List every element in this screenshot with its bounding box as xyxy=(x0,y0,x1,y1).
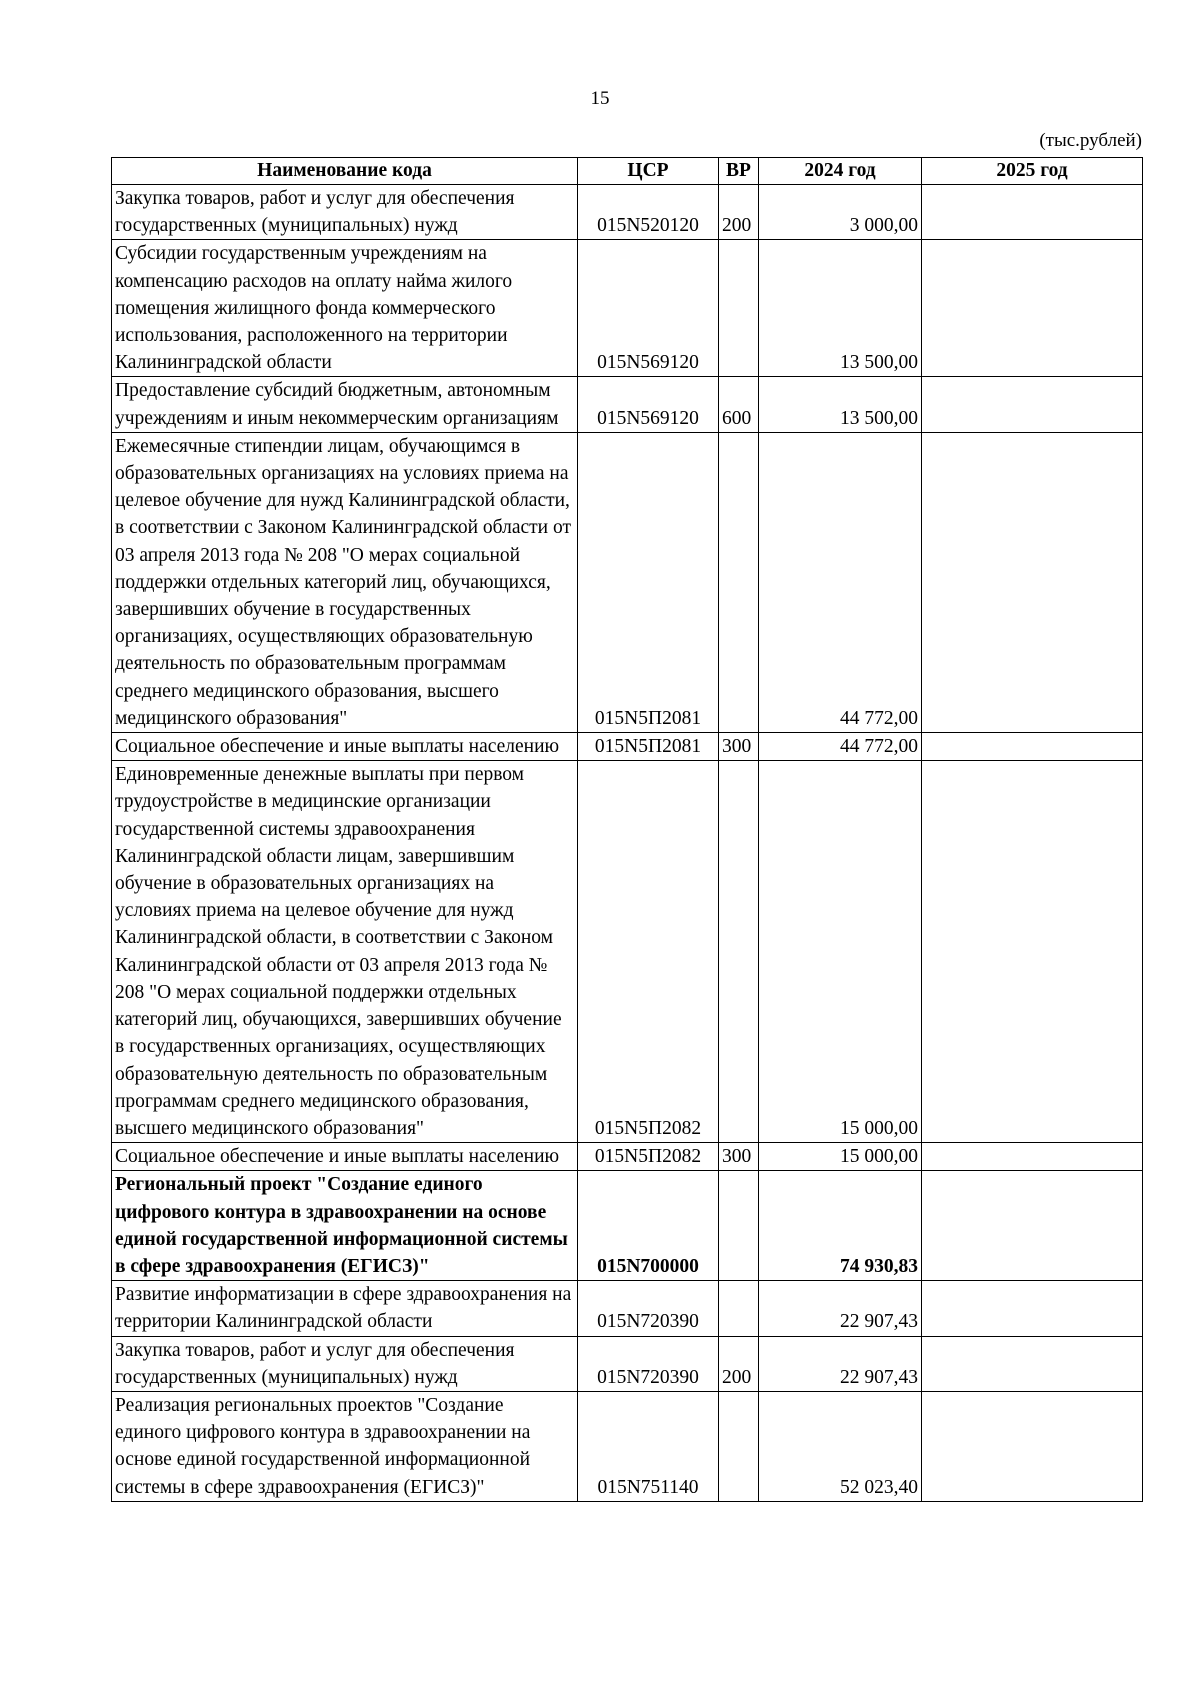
amount-2025-cell xyxy=(922,1336,1143,1391)
amount-2025-cell xyxy=(922,240,1143,377)
vr-cell: 200 xyxy=(719,185,759,240)
header-2025: 2025 год xyxy=(922,158,1143,185)
name-cell: Закупка товаров, работ и услуг для обеспечения государственных (муниципальных) нужд xyxy=(112,1336,578,1391)
amount-2024-cell: 74 930,83 xyxy=(759,1171,922,1281)
amount-2025-cell xyxy=(922,432,1143,732)
amount-2025-cell xyxy=(922,1281,1143,1336)
amount-2024-cell: 22 907,43 xyxy=(759,1281,922,1336)
amount-2024-cell: 3 000,00 xyxy=(759,185,922,240)
csr-cell: 015N720390 xyxy=(578,1281,719,1336)
csr-cell: 015N569120 xyxy=(578,377,719,432)
csr-cell: 015N5П2082 xyxy=(578,1143,719,1171)
name-cell: Социальное обеспечение и иные выплаты населению xyxy=(112,733,578,761)
csr-cell: 015N520120 xyxy=(578,185,719,240)
amount-2025-cell xyxy=(922,1171,1143,1281)
amount-2025-cell xyxy=(922,761,1143,1143)
vr-cell xyxy=(719,761,759,1143)
table-row xyxy=(112,432,1143,732)
table-row xyxy=(112,1143,1143,1171)
name-cell: Предоставление субсидий бюджетным, автономным учреждениям и иным некоммерческим организациям xyxy=(112,377,578,432)
amount-2024-cell: 44 772,00 xyxy=(759,432,922,732)
name-cell: Субсидии государственным учреждениям на компенсацию расходов на оплату найма жилого помещения жилищного фонда коммерческого использования, расположенного на территории Калининградской области xyxy=(112,240,578,377)
csr-cell: 015N569120 xyxy=(578,240,719,377)
header-2024: 2024 год xyxy=(759,158,922,185)
table-row xyxy=(112,240,1143,377)
amount-2024-cell: 15 000,00 xyxy=(759,1143,922,1171)
amount-2025-cell xyxy=(922,377,1143,432)
vr-cell xyxy=(719,1391,759,1501)
vr-cell: 300 xyxy=(719,1143,759,1171)
table-row xyxy=(112,1391,1143,1501)
table-row xyxy=(112,185,1143,240)
amount-2024-cell: 22 907,43 xyxy=(759,1336,922,1391)
vr-cell xyxy=(719,1171,759,1281)
vr-cell: 600 xyxy=(719,377,759,432)
name-cell: Развитие информатизации в сфере здравоохранения на территории Калининградской области xyxy=(112,1281,578,1336)
csr-cell: 015N720390 xyxy=(578,1336,719,1391)
csr-cell: 015N5П2082 xyxy=(578,761,719,1143)
csr-cell: 015N700000 xyxy=(578,1171,719,1281)
table-row xyxy=(112,733,1143,761)
name-cell: Закупка товаров, работ и услуг для обеспечения государственных (муниципальных) нужд xyxy=(112,185,578,240)
table-row xyxy=(112,1171,1143,1281)
table-row xyxy=(112,377,1143,432)
csr-cell: 015N5П2081 xyxy=(578,733,719,761)
name-cell: Единовременные денежные выплаты при первом трудоустройстве в медицинские организации государственной системы здравоохранения Калининградской области лицам, завершившим обучение в образовательных организациях на условиях приема на целевое обучение для нужд Калининградской области, в соответствии с Законом Калининградской области от 03 апреля 2013 года № 208 "О мерах социальной поддержки отдельных категорий лиц, обучающихся, завершивших обучение в государственных организациях, осуществляющих образовательную деятельность по образовательным программам среднего медицинского образования, высшего медицинского образования" xyxy=(112,761,578,1143)
amount-2024-cell: 15 000,00 xyxy=(759,761,922,1143)
amount-2024-cell: 52 023,40 xyxy=(759,1391,922,1501)
name-cell: Ежемесячные стипендии лицам, обучающимся в образовательных организациях на условиях приема на целевое обучение для нужд Калининградской области, в соответствии с Законом Калининградской области от 03 апреля 2013 года № 208 "О мерах социальной поддержки отдельных категорий лиц, обучающихся, завершивших обучение в государственных организациях, осуществляющих образовательную деятельность по образовательным программам среднего медицинского образования, высшего медицинского образования" xyxy=(112,432,578,732)
vr-cell xyxy=(719,432,759,732)
amount-2024-cell: 13 500,00 xyxy=(759,240,922,377)
amount-2025-cell xyxy=(922,1391,1143,1501)
vr-cell: 200 xyxy=(719,1336,759,1391)
vr-cell xyxy=(719,240,759,377)
vr-cell: 300 xyxy=(719,733,759,761)
table-row xyxy=(112,1281,1143,1336)
name-cell: Реализация региональных проектов "Создание единого цифрового контура в здравоохранении на основе единой государственной информационной системы в сфере здравоохранения (ЕГИСЗ)" xyxy=(112,1391,578,1501)
table-row xyxy=(112,761,1143,1143)
csr-cell: 015N751140 xyxy=(578,1391,719,1501)
table-row xyxy=(112,1336,1143,1391)
page-number: 15 xyxy=(590,88,610,109)
budget-table xyxy=(111,157,1143,1502)
vr-cell xyxy=(719,1281,759,1336)
amount-2024-cell: 13 500,00 xyxy=(759,377,922,432)
header-name: Наименование кода xyxy=(112,158,578,185)
amount-2025-cell xyxy=(922,185,1143,240)
units-label: (тыс.рублей) xyxy=(1039,130,1142,151)
header-csr: ЦСР xyxy=(578,158,719,185)
name-cell: Региональный проект "Создание единого цифрового контура в здравоохранении на основе единой государственной информационной системы в сфере здравоохранения (ЕГИСЗ)" xyxy=(112,1171,578,1281)
name-cell: Социальное обеспечение и иные выплаты населению xyxy=(112,1143,578,1171)
amount-2024-cell: 44 772,00 xyxy=(759,733,922,761)
header-row xyxy=(112,158,1143,185)
header-vr: ВР xyxy=(719,158,759,185)
csr-cell: 015N5П2081 xyxy=(578,432,719,732)
amount-2025-cell xyxy=(922,733,1143,761)
amount-2025-cell xyxy=(922,1143,1143,1171)
